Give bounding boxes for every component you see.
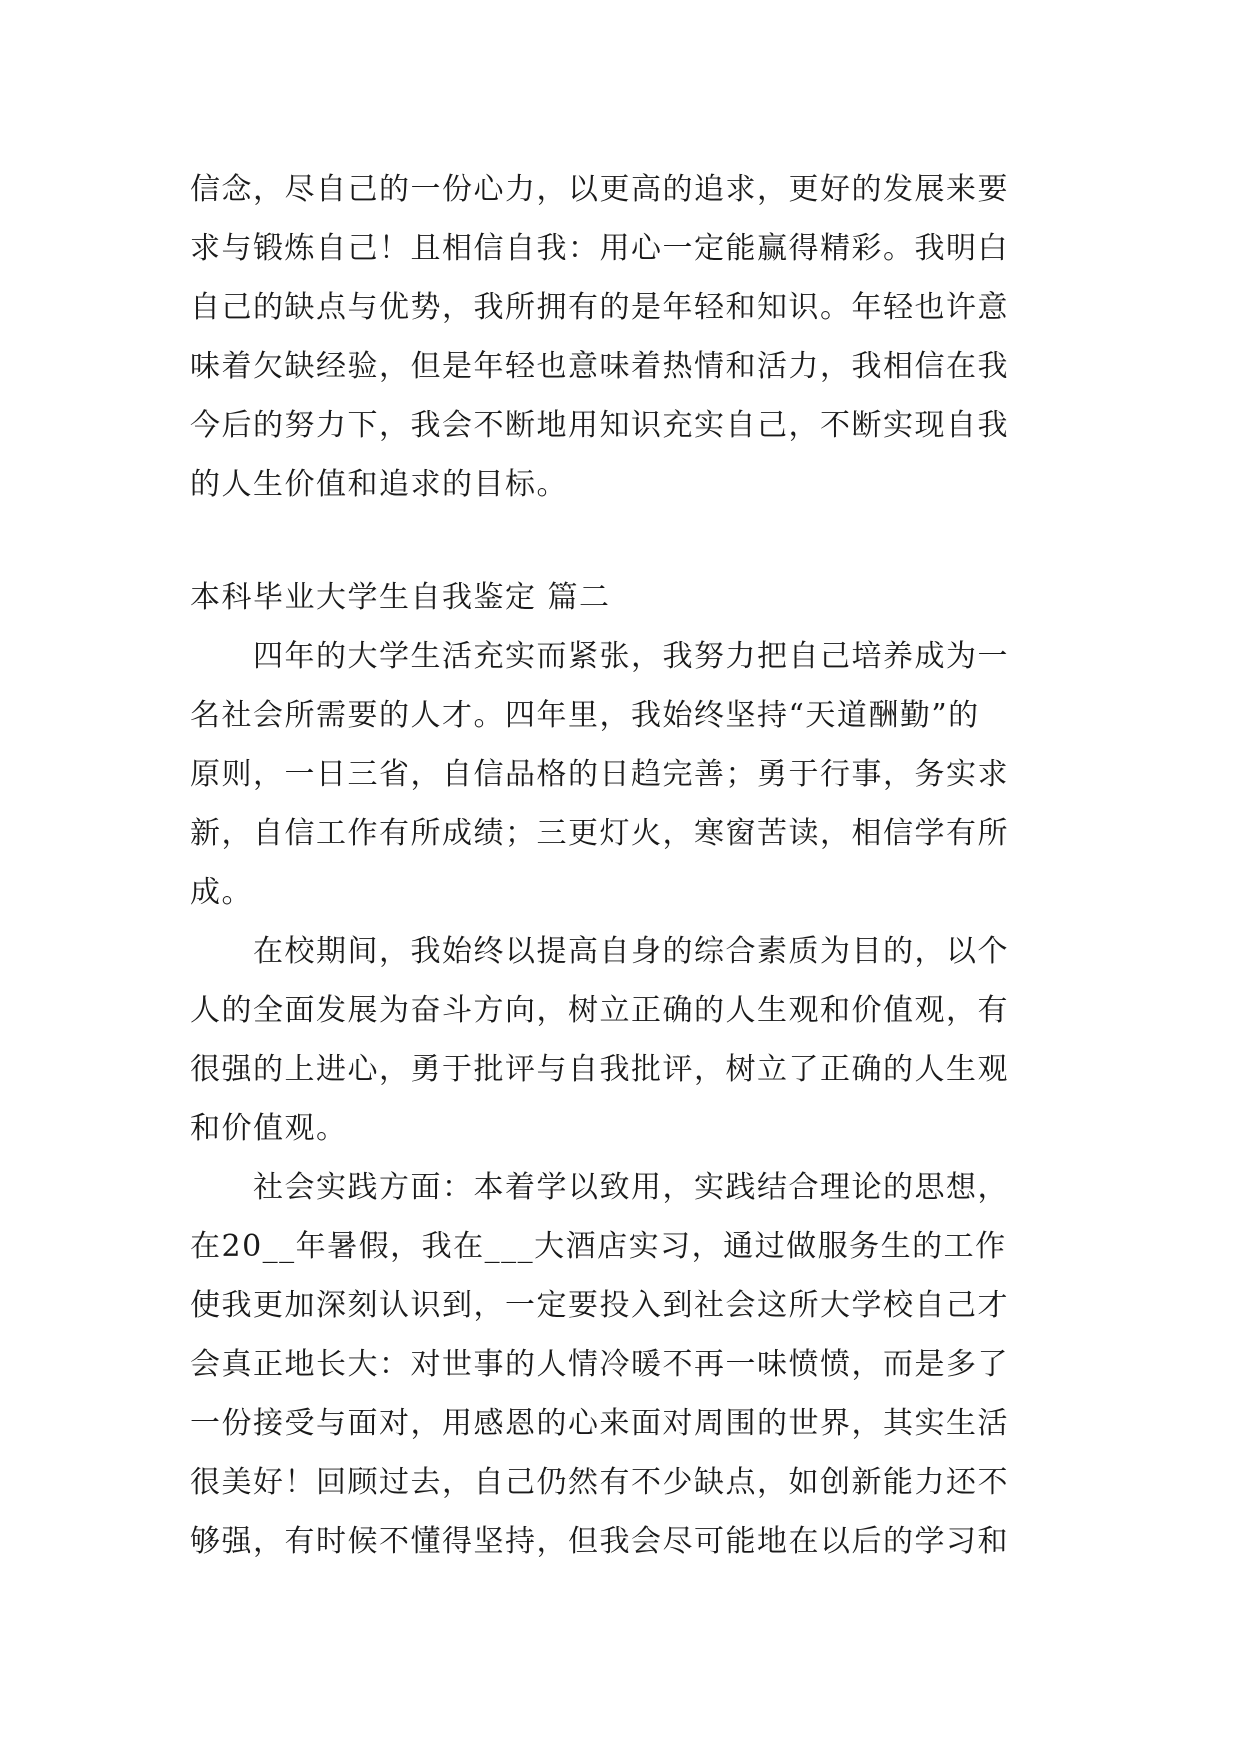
text-line: 今后的努力下，我会不断地用知识充实自己，不断实现自我: [190, 408, 1009, 443]
text-line: 一份接受与面对，用感恩的心来面对周围的世界，其实生活: [190, 1406, 1009, 1441]
text-line: 新，自信工作有所成绩；三更灯火，寒窗苦读，相信学有所: [190, 816, 1009, 851]
text-line: 味着欠缺经验，但是年轻也意味着热情和活力，我相信在我: [190, 349, 1009, 384]
text-line: 求与锻炼自己！且相信自我：用心一定能赢得精彩。我明白: [190, 231, 1009, 266]
text-line: 够强，有时候不懂得坚持，但我会尽可能地在以后的学习和: [190, 1524, 1009, 1559]
text-line: 和价值观。: [190, 1111, 348, 1146]
text-line: 人的全面发展为奋斗方向，树立正确的人生观和价值观，有: [190, 993, 1009, 1028]
document-body: [190, 160, 1070, 1571]
text-line: 自己的缺点与优势，我所拥有的是年轻和知识。年轻也许意: [190, 290, 1009, 325]
text-line: 很美好！回顾过去，自己仍然有不少缺点，如创新能力还不: [190, 1465, 1009, 1500]
text-line: 社会实践方面：本着学以致用，实践结合理论的思想，: [190, 1170, 1009, 1205]
text-line: 使我更加深刻认识到，一定要投入到社会这所大学校自己才: [190, 1288, 1009, 1323]
text-line: 名社会所需要的人才。四年里，我始终坚持“天道酬勤”的: [190, 698, 980, 733]
section-heading: 本科毕业大学生自我鉴定 篇二: [190, 580, 611, 615]
section-1-text: [190, 160, 1070, 514]
section-2-text: [190, 627, 1070, 1571]
text-line: 四年的大学生活充实而紧张，我努力把自己培养成为一: [190, 639, 1009, 674]
text-line: 的人生价值和追求的目标。: [190, 467, 568, 502]
text-line: 很强的上进心，勇于批评与自我批评，树立了正确的人生观: [190, 1052, 1009, 1087]
text-line: 在20__年暑假，我在___大酒店实习，通过做服务生的工作: [190, 1229, 1007, 1264]
text-line: 会真正地长大：对世事的人情冷暖不再一味愤愤，而是多了: [190, 1347, 1009, 1382]
text-line: 在校期间，我始终以提高自身的综合素质为目的，以个: [190, 934, 1009, 969]
text-line: 原则，一日三省，自信品格的日趋完善；勇于行事，务实求: [190, 757, 1009, 792]
text-line: 信念，尽自己的一份心力，以更高的追求，更好的发展来要: [190, 172, 1009, 207]
text-line: 成。: [190, 875, 253, 910]
section-gap: [190, 514, 1070, 568]
